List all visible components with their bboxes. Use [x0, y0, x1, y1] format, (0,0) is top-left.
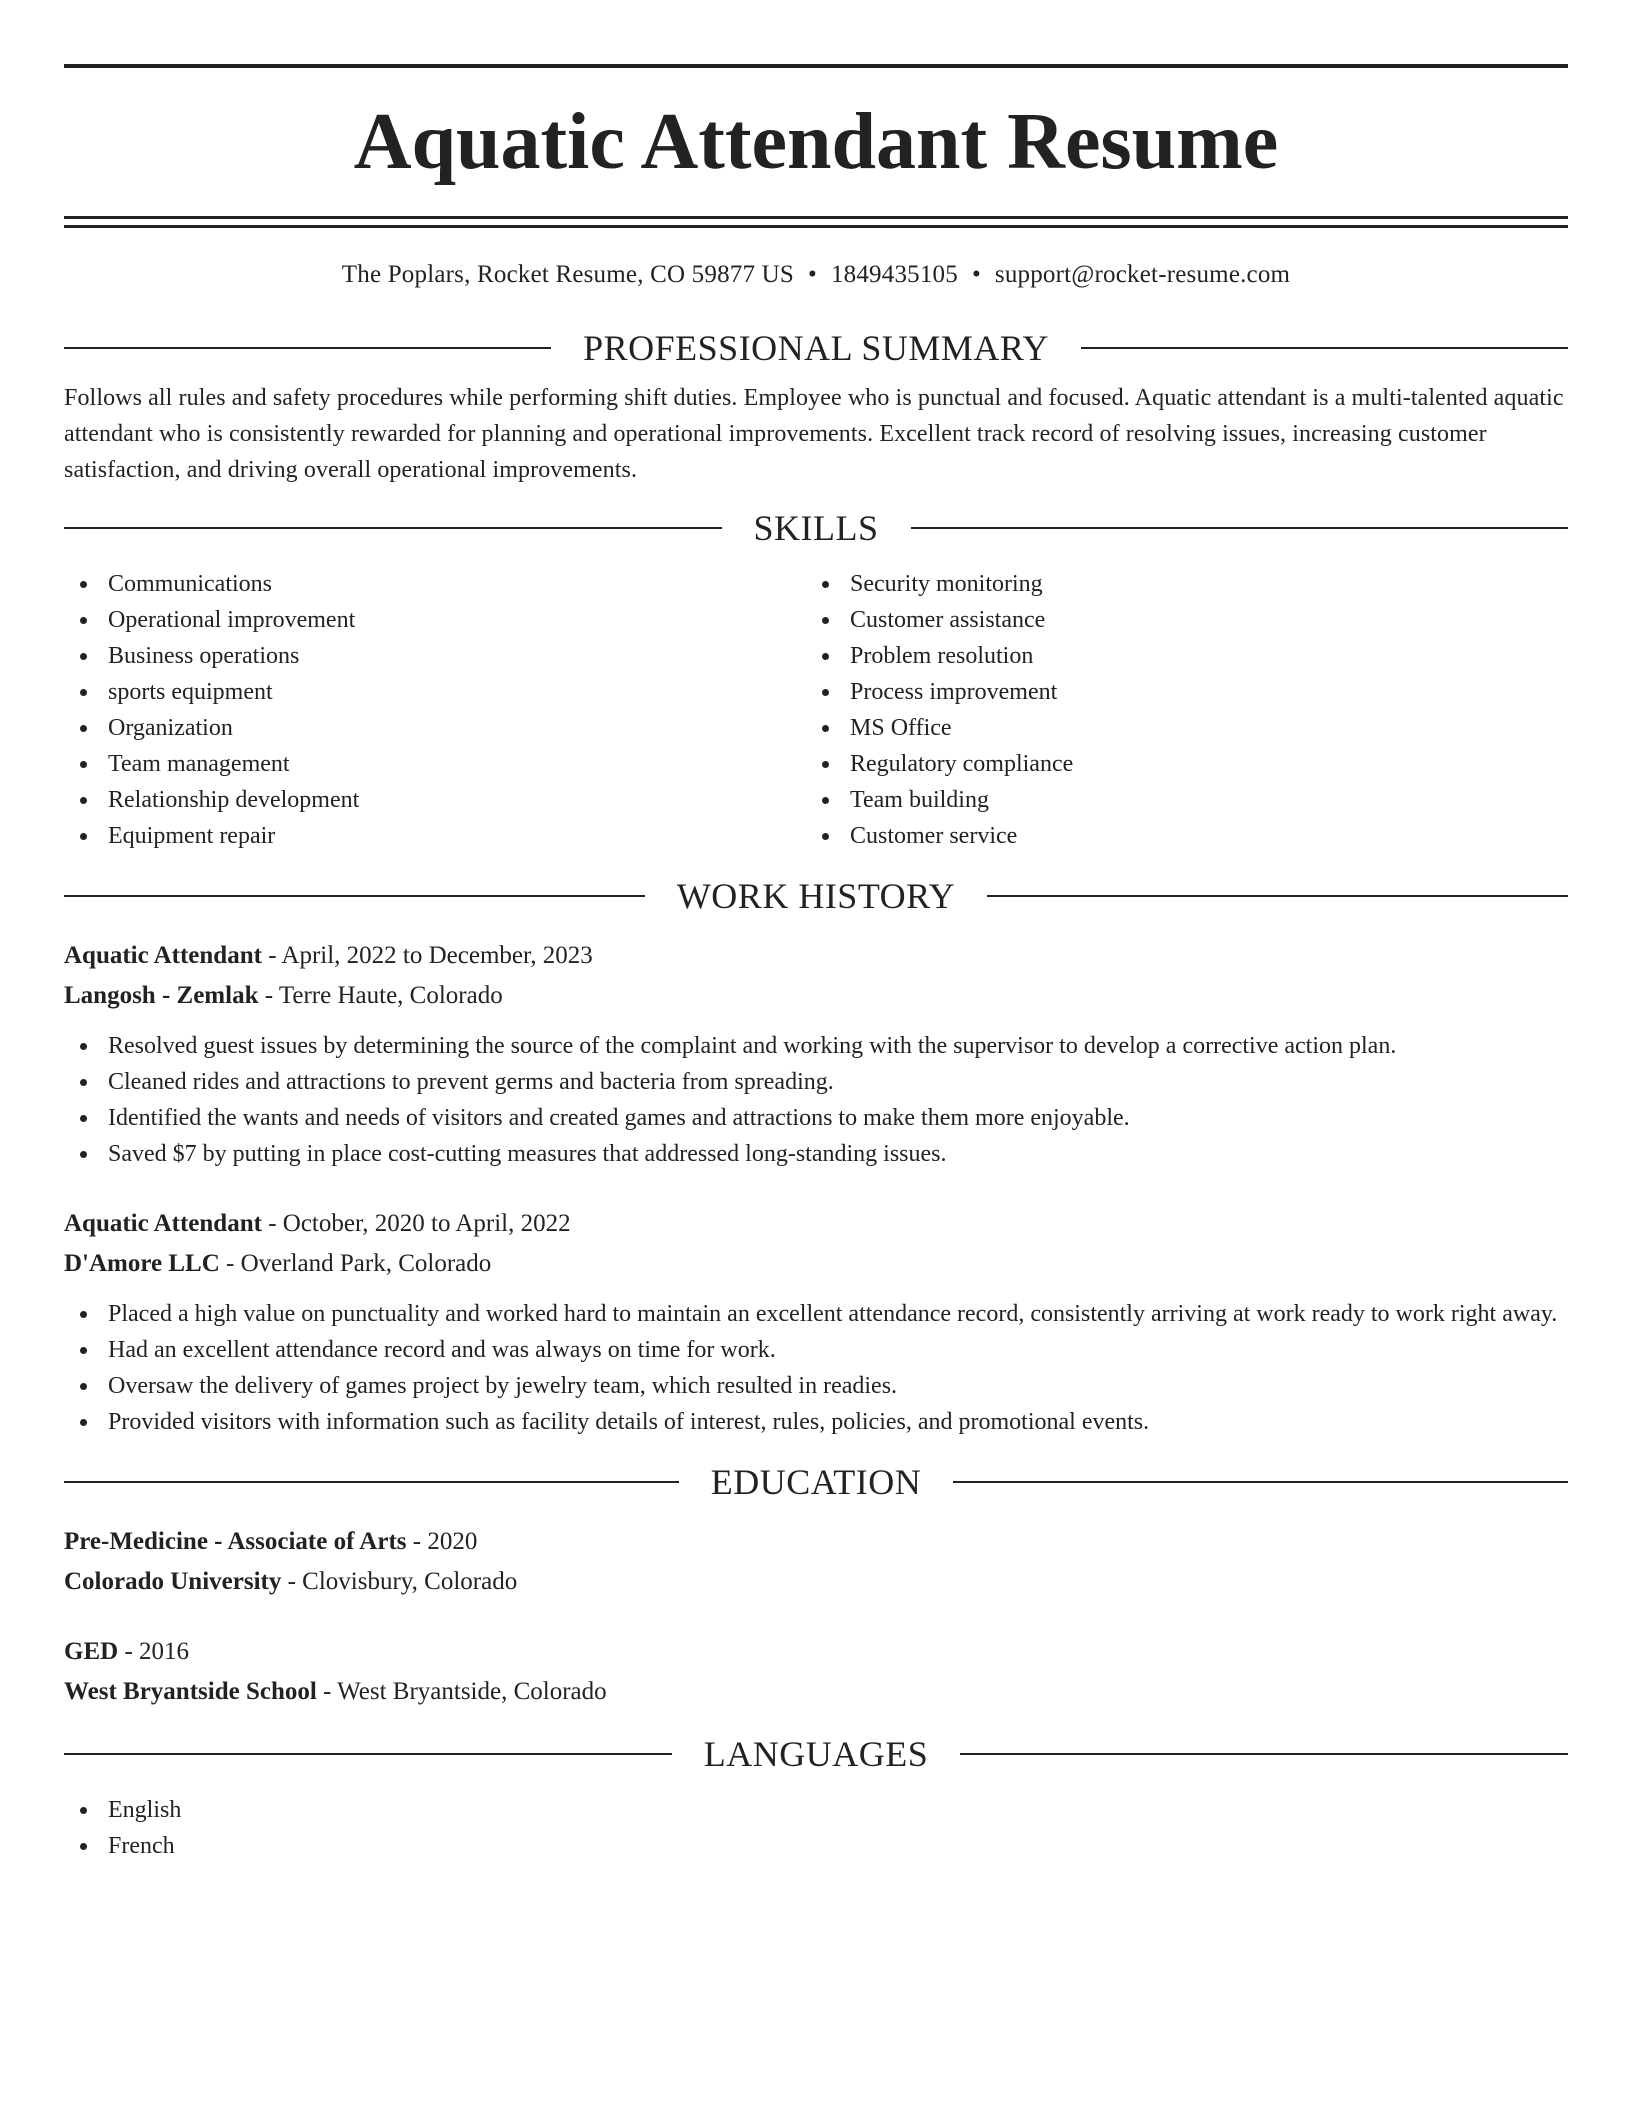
job-duties [64, 1028, 1568, 1172]
section-rule [1081, 347, 1568, 349]
skill-item: Security monitoring [806, 566, 1548, 602]
section-title: SKILLS [753, 508, 879, 548]
contact-address: The Poplars, Rocket Resume, CO 59877 US [341, 261, 794, 288]
section-header-education [64, 1462, 1568, 1502]
skill-item: MS Office [806, 710, 1548, 746]
education-degree: Pre-Medicine - Associate of Arts [64, 1528, 407, 1555]
education-degree-line [64, 1522, 1568, 1562]
section-header-work [64, 876, 1568, 916]
job-title-line [64, 1204, 1568, 1244]
skill-item: Process improvement [806, 674, 1548, 710]
skill-item: Team management [64, 746, 806, 782]
section-rule [64, 895, 645, 897]
job-title: Aquatic Attendant [64, 1210, 262, 1237]
job-entry [64, 936, 1568, 1172]
job-company: Langosh - Zemlak [64, 982, 259, 1009]
education-school: West Bryantside School [64, 1678, 317, 1705]
education-school: Colorado University [64, 1568, 282, 1595]
section-rule [911, 527, 1569, 529]
job-duty: Identified the wants and needs of visitors and created games and attractions to make them more enjoyable. [64, 1100, 1568, 1136]
section-header-summary [64, 328, 1568, 368]
skill-item: Communications [64, 566, 806, 602]
skill-item: Customer service [806, 818, 1548, 854]
skill-item: Regulatory compliance [806, 746, 1548, 782]
section-rule [64, 527, 722, 529]
skill-item: Organization [64, 710, 806, 746]
section-rule [64, 1481, 679, 1483]
contact-email[interactable]: support@rocket-resume.com [994, 261, 1291, 288]
education-entry [64, 1522, 1568, 1602]
job-duty: Saved $7 by putting in place cost-cutting measures that addressed long-standing issues. [64, 1136, 1568, 1172]
languages-list [64, 1792, 1568, 1864]
section-rule [64, 347, 551, 349]
job-company: D'Amore LLC [64, 1250, 220, 1277]
contact-phone: 1849435105 [830, 261, 958, 288]
skill-item: Relationship development [64, 782, 806, 818]
contact-line [64, 260, 1568, 290]
job-location: - Overland Park, Colorado [219, 1250, 492, 1277]
education-school-line [64, 1672, 1568, 1712]
job-duty: Cleaned rides and attractions to prevent germs and bacteria from spreading. [64, 1064, 1568, 1100]
job-duty: Provided visitors with information such as facility details of interest, rules, policies, and promotional events. [64, 1404, 1568, 1440]
section-rule [960, 1753, 1568, 1755]
language-item: French [64, 1828, 1568, 1864]
resume-title: Aquatic Attendant Resume [353, 98, 1279, 186]
section-rule [64, 1753, 672, 1755]
job-duties [64, 1296, 1568, 1440]
contact-separator: • [808, 261, 817, 288]
education-year: - 2016 [118, 1638, 190, 1665]
section-header-languages [64, 1734, 1568, 1774]
skill-item: sports equipment [64, 674, 806, 710]
education-location: - West Bryantside, Colorado [316, 1678, 607, 1705]
education-degree: GED [64, 1638, 119, 1665]
section-title: LANGUAGES [703, 1734, 929, 1774]
job-entry [64, 1204, 1568, 1440]
language-item: English [64, 1792, 1568, 1828]
skill-item: Business operations [64, 638, 806, 674]
resume-page [64, 64, 1568, 1864]
skill-item: Equipment repair [64, 818, 806, 854]
skills-column-left [64, 566, 806, 854]
contact-separator: • [971, 261, 981, 288]
title-rule-lower [64, 225, 1568, 228]
skill-item: Problem resolution [806, 638, 1548, 674]
job-dates: - April, 2022 to December, 2023 [261, 942, 593, 969]
skill-item: Operational improvement [64, 602, 806, 638]
job-location: - Terre Haute, Colorado [258, 982, 503, 1009]
summary-text: Follows all rules and safety procedures while performing shift duties. Employee who is punctual and focused. Aquatic attendant is a multi-talented aquatic attendant who is consistently rewarded for planning and operational improvements. Excellent track record of resolving issues, increasing customer satisfaction, and driving overall operational improvements. [64, 385, 1564, 483]
job-duty: Placed a high value on punctuality and worked hard to maintain an excellent attendance record, consistently arriving at work ready to work right away. [64, 1296, 1568, 1332]
skill-item: Customer assistance [806, 602, 1548, 638]
job-company-line [64, 976, 1568, 1016]
section-rule [953, 1481, 1568, 1483]
job-title-line [64, 936, 1568, 976]
job-duty: Oversaw the delivery of games project by jewelry team, which resulted in readies. [64, 1368, 1568, 1404]
skill-item: Team building [806, 782, 1548, 818]
job-duty: Resolved guest issues by determining the source of the complaint and working with the supervisor to develop a corrective action plan. [64, 1028, 1568, 1064]
section-title: WORK HISTORY [676, 876, 956, 916]
education-school-line [64, 1562, 1568, 1602]
skills-column-right [806, 566, 1548, 854]
section-rule [987, 895, 1568, 897]
education-degree-line [64, 1632, 1568, 1672]
section-title: PROFESSIONAL SUMMARY [583, 328, 1049, 368]
skills-list [64, 566, 1568, 854]
job-title: Aquatic Attendant [64, 942, 262, 969]
section-header-skills [64, 508, 1568, 548]
education-year: - 2020 [406, 1528, 478, 1555]
title-rule-upper [64, 216, 1568, 219]
job-duty: Had an excellent attendance record and was always on time for work. [64, 1332, 1568, 1368]
job-company-line [64, 1244, 1568, 1284]
education-location: - Clovisbury, Colorado [281, 1568, 518, 1595]
section-title: EDUCATION [710, 1462, 922, 1502]
education-entry [64, 1632, 1568, 1712]
job-dates: - October, 2020 to April, 2022 [261, 1210, 571, 1237]
